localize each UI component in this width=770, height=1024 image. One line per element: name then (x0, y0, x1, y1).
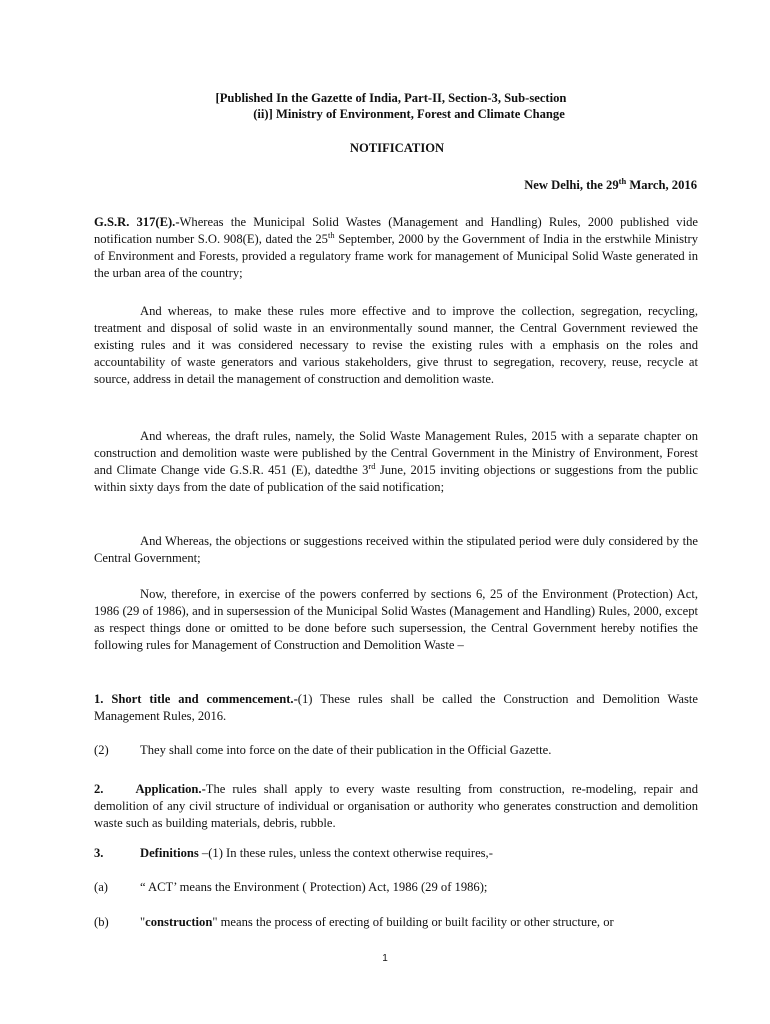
gazette-header-line-2: (ii)] Ministry of Environment, Forest and Climate Change (253, 107, 565, 121)
section-3-heading: Definitions (140, 846, 199, 860)
definition-a-text: “ ACT’ means the Environment ( Protection) Act, 1986 (29 of 1986); (140, 880, 488, 894)
section-1-heading: 1. Short title and commencement.- (94, 692, 298, 706)
section-2-number: 2. (94, 782, 104, 796)
gazette-header-line-1: [Published In the Gazette of India, Part-II, Section-3, Sub-section (215, 91, 567, 105)
section-3-number: 3. (94, 846, 104, 860)
dateline (524, 177, 697, 194)
gsr-text-1: Whereas the Municipal Solid Wastes (Management and Handling) Rules, 2000 published vide notification number S.O. 908(E), dated the 25 (94, 215, 698, 246)
section-2-application (94, 781, 698, 832)
gsr-text-2: September, 2000 by the Government of India in the erstwhile Ministry of Environment and Forests, provided a regulatory frame work for management of Municipal Solid Waste generated in the urban area of the country; (94, 232, 698, 280)
definition-b-term: construction (145, 915, 213, 929)
section-2-heading: Application.- (135, 782, 206, 796)
recital-paragraph-1: And whereas, to make these rules more effective and to improve the collection, segregation, recycling, treatment and disposal of solid waste in an environmentally sound manner, the Central Government reviewed the existing rules and it was considered necessary to revise the existing rules with a emphasis on the roles and accountability of waste generators and various stakeholders, give thrust to segregation, recovery, reuse, recycle at source, address in detail the management of construction and demolition waste. (94, 304, 698, 386)
recital-2-text-b: June, 2015 inviting objections or suggestions from the public within sixty days from the date of publication of the said notification; (94, 463, 698, 494)
section-1-text: (1) These rules shall be called the Construction and Demolition Waste Management Rules, 2016. (94, 692, 698, 723)
dateline-suffix: March, 2016 (626, 178, 697, 192)
dateline-prefix: New Delhi, the 29 (524, 178, 619, 192)
definition-b-label: (b) (94, 915, 109, 929)
gsr-paragraph (94, 214, 698, 282)
page-number: 1 (382, 953, 388, 964)
section-2-text: The rules shall apply to every waste resulting from construction, re-modeling, repair and demolition of any civil structure of individual or organisation or authority who generates construction and demolition waste such as building materials, debris, rubble. (94, 782, 698, 830)
dateline-sup: th (618, 176, 627, 186)
subsection-2-number: (2) (94, 743, 109, 757)
definition-b-text: " means the process of erecting of building or built facility or other structure, or (212, 915, 614, 929)
recital-2-text-a: And whereas, the draft rules, namely, the Solid Waste Management Rules, 2015 with a separate chapter on construction and demolition waste were published by the Central Government in the Ministry of Environment, Forest and Climate Change vide G.S.R. 451 (E), datedthe 3 (94, 429, 698, 477)
notification-title: NOTIFICATION (349, 141, 445, 155)
gsr-number: G.S.R. 317(E).- (94, 215, 180, 229)
section-1-short-title (94, 691, 698, 725)
recital-paragraph-2 (94, 428, 698, 496)
subsection-2-text: They shall come into force on the date of their publication in the Official Gazette. (140, 743, 552, 757)
enacting-paragraph: Now, therefore, in exercise of the powers conferred by sections 6, 25 of the Environment (Protection) Act, 1986 (29 of 1986), and in supersession of the Municipal Solid Wastes (Management and Handling) Rules, 2000, except as respect things done or omitted to be done before such supersession, the Central Government hereby notifies the following rules for Management of Construction and Demolition Waste – (94, 587, 698, 652)
recital-paragraph-3: And Whereas, the objections or suggestions received within the stipulated period were duly considered by the Central Government; (94, 534, 698, 565)
gsr-sup: th (327, 230, 335, 240)
definition-b-quote-open: " (140, 915, 146, 929)
definition-a-label: (a) (94, 880, 108, 894)
section-3-text: –(1) In these rules, unless the context otherwise requires,- (198, 846, 493, 860)
recital-2-sup: rd (368, 461, 376, 471)
